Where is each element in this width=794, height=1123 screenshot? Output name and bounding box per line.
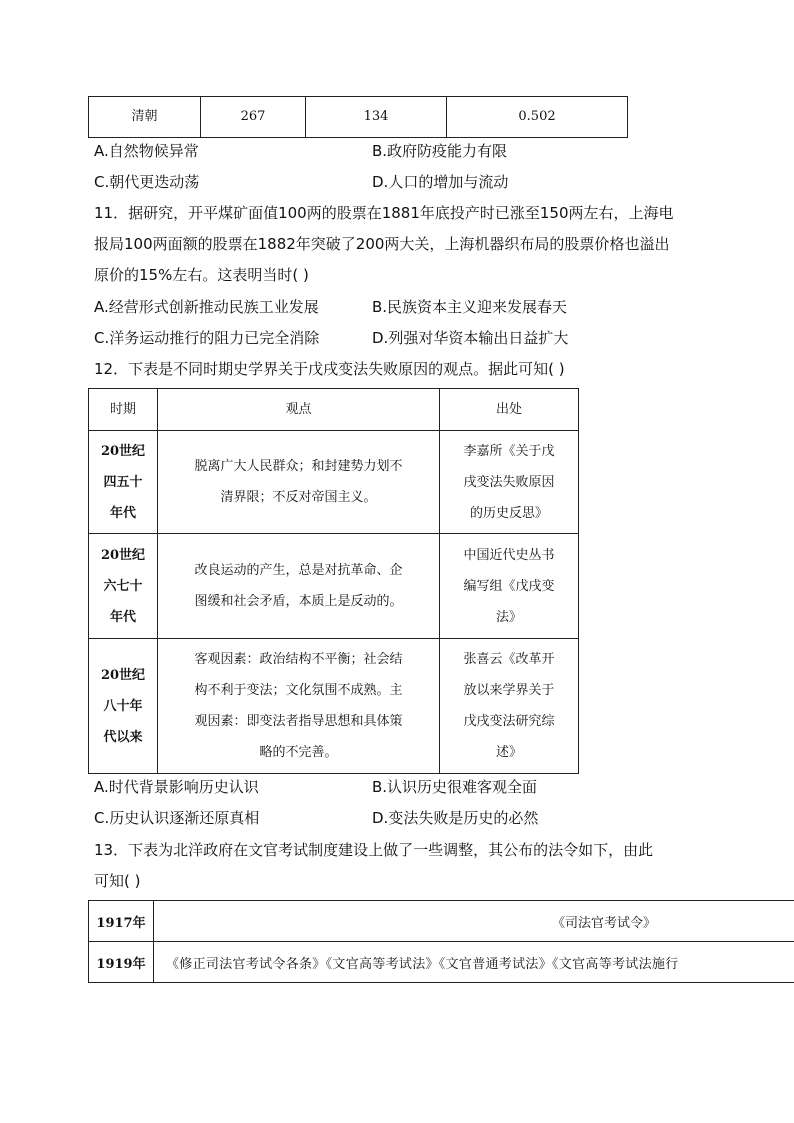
table-row (89, 431, 579, 534)
q12-header-source: 出处 (440, 389, 579, 431)
table-row (89, 639, 579, 774)
q12-period-line: 20世纪 (100, 667, 146, 683)
q12-header-view: 观点 (158, 389, 440, 431)
table-row (89, 534, 579, 639)
q12-period-cell (89, 534, 158, 639)
q10-option-b[interactable]: B.政府防疫能力有限 (372, 142, 508, 160)
q12-source-line: 中国近代史丛书 (463, 547, 555, 563)
q12-source-cell (440, 639, 579, 774)
q12-header-period: 时期 (89, 389, 158, 431)
q12-period-cell (89, 639, 158, 774)
q12-source-cell (440, 534, 579, 639)
q13-table (88, 900, 794, 983)
q12-view-line: 清界限；不反对帝国主义。 (220, 490, 377, 505)
q12-source-line: 戌变法失败原因 (463, 474, 555, 490)
q12-view-cell (158, 431, 440, 534)
q13-year-cell: 1917年 (89, 901, 154, 942)
q12-view-line: 图缓和社会矛盾，本质上是反动的。 (194, 594, 403, 609)
q10-cell-value-2: 134 (306, 97, 447, 138)
q13-stem-line-2: 可知( ) (94, 872, 141, 890)
q12-period-line: 年代 (109, 505, 136, 521)
q12-view-line: 改良运动的产生，总是对抗革命、企 (194, 563, 403, 578)
q12-source-line: 述》 (495, 745, 522, 760)
q12-source-line: 张喜云《改革开 (463, 652, 555, 667)
table-row (89, 942, 794, 983)
q12-view-line: 略的不完善。 (259, 745, 338, 760)
q10-cell-value-1: 267 (201, 97, 306, 138)
q12-view-cell (158, 639, 440, 774)
q12-period-line: 20世纪 (100, 547, 146, 563)
q13-content-cell: 《修正司法官考试令各条》《文官高等考试法》《文官普通考试法》《文官高等考试法施行 (154, 942, 794, 983)
q10-option-d[interactable]: D.人口的增加与流动 (372, 173, 509, 191)
q11-stem-line-2: 报局100两面额的股票在1882年突破了200两大关，上海机器织布局的股票价格也溢出 (94, 235, 670, 253)
q10-option-a[interactable]: A.自然物候异常 (94, 142, 199, 160)
q12-stem: 12．下表是不同时期史学界关于戊戌变法失败原因的观点。据此可知( ) (94, 360, 565, 378)
q12-source-line: 的历史反思》 (469, 505, 548, 521)
q12-view-line: 脱离广大人民群众；和封建势力划不 (194, 459, 403, 474)
q11-option-c[interactable]: C.洋务运动推行的阻力已完全消除 (94, 329, 320, 347)
q11-option-b[interactable]: B.民族资本主义迎来发展春天 (372, 298, 568, 316)
q12-period-line: 代以来 (103, 729, 143, 745)
q11-stem-line-3: 原价的15%左右。这表明当时( ) (94, 266, 309, 284)
q12-option-a[interactable]: A.时代背景影响历史认识 (94, 778, 259, 796)
q12-view-cell (158, 534, 440, 639)
q12-option-c[interactable]: C.历史认识逐渐还原真相 (94, 809, 260, 827)
q12-period-line: 四五十 (103, 474, 143, 490)
q12-option-b[interactable]: B.认识历史很难客观全面 (372, 778, 538, 796)
q12-header-row (89, 389, 579, 431)
q10-option-c[interactable]: C.朝代更迭动荡 (94, 173, 200, 191)
q12-source-line: 法》 (495, 609, 522, 625)
q12-source-line: 李嘉所《关于戊 (463, 443, 555, 459)
q12-period-line: 年代 (109, 609, 136, 625)
q12-source-line: 编写组《戊戌变 (463, 578, 555, 594)
q10-table (88, 96, 628, 138)
q12-period-cell (89, 431, 158, 534)
q12-period-line: 八十年 (103, 698, 143, 714)
q10-cell-value-3: 0.502 (447, 97, 628, 138)
q12-source-line: 放以来学界关于 (463, 683, 555, 698)
q12-source-line: 戊戌变法研究综 (463, 714, 555, 729)
q13-stem-line-1: 13．下表为北洋政府在文官考试制度建设上做了一些调整，其公布的法令如下，由此 (94, 841, 654, 859)
q12-option-d[interactable]: D.变法失败是历史的必然 (372, 809, 539, 827)
q12-view-line: 客观因素：政治结构不平衡；社会结 (194, 652, 403, 667)
q12-period-line: 20世纪 (100, 443, 146, 459)
q13-content-cell: 《司法官考试令》 (154, 901, 794, 942)
q12-table (88, 388, 579, 774)
q12-source-cell (440, 431, 579, 534)
q12-view-line: 构不利于变法；文化氛围不成熟。主 (194, 683, 403, 698)
table-row (89, 901, 794, 942)
q12-view-line: 观因素：即变法者指导思想和具体策 (194, 714, 403, 729)
q13-year-cell: 1919年 (89, 942, 154, 983)
q11-option-a[interactable]: A.经营形式创新推动民族工业发展 (94, 298, 319, 316)
q12-period-line: 六七十 (103, 578, 143, 594)
q11-stem-line-1: 11．据研究，开平煤矿面值100两的股票在1881年底投产时已涨至150两左右，上海电 (94, 204, 674, 222)
q10-cell-dynasty: 清朝 (89, 97, 201, 138)
q11-option-d[interactable]: D.列强对华资本输出日益扩大 (372, 329, 569, 347)
